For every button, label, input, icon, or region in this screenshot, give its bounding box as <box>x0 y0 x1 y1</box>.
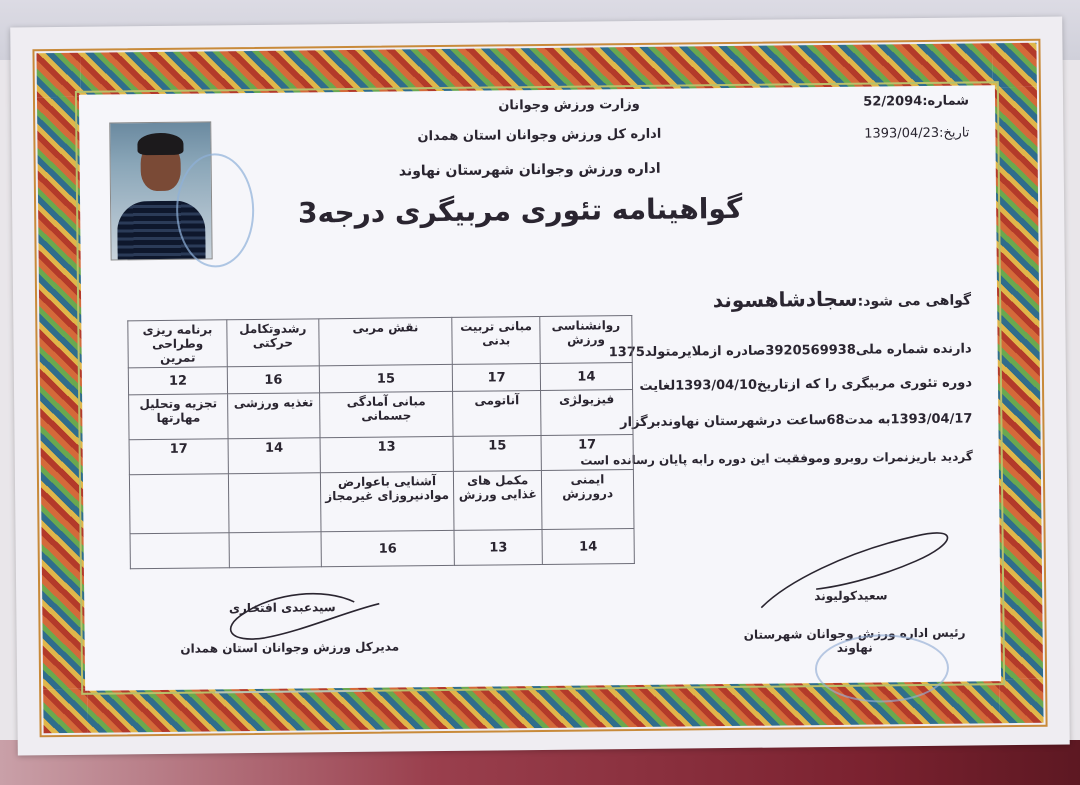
certificate-paper <box>10 17 1070 756</box>
subjects-row-3 <box>129 470 634 534</box>
subject-cell: آناتومی <box>453 390 541 436</box>
certificate-line-2: دوره تئوری مربیگری را که ازتاریخ1393/04/10لغایت <box>639 375 973 394</box>
number-label: شماره: <box>922 93 970 109</box>
score-cell: 14 <box>540 363 632 391</box>
subject-cell: مبانی آمادگی جسمانی <box>319 391 453 437</box>
right-signatory-title: رئیس اداره ورزش وجوانان شهرستان نهاوند <box>743 625 966 655</box>
score-cell <box>130 533 230 569</box>
subjects-row-1 <box>128 316 632 368</box>
subject-cell: ایمنی درورزش <box>541 470 634 530</box>
score-cell: 17 <box>541 435 633 471</box>
subject-cell: فیزیولژی <box>541 390 633 436</box>
subject-cell: تجزیه وتحلیل مهارتها <box>129 394 229 440</box>
score-cell: 14 <box>542 529 634 565</box>
subject-cell: آشنایی باعوارض موادنیروزای غیرمجاز <box>320 471 454 531</box>
left-stamp-faint <box>215 672 365 694</box>
score-cell: 17 <box>129 439 229 475</box>
certificate-body <box>79 85 1001 691</box>
number-value: 52/2094 <box>863 93 923 110</box>
right-signature <box>755 526 966 618</box>
subject-cell <box>129 474 229 534</box>
certificate-line-3: 1393/04/17به مدت68ساعت درشهرستان نهاوندبرگزار <box>620 411 973 431</box>
subject-cell: مبانی تربیت بدنی <box>452 316 540 364</box>
general-office: اداره کل ورزش وجوانان استان همدان <box>417 126 662 145</box>
certificate-line-1: دارنده شماره ملی3920569938صادره ازملایرمتولد1375 <box>608 341 972 361</box>
certificate-line-4: گردید باریزنمرات روبرو وموفقیت این دوره رابه پایان رسانده است <box>580 449 973 468</box>
date-value: 1393/04/23 <box>864 125 940 142</box>
score-cell: 13 <box>320 436 454 472</box>
left-signatory-name: سیدعبدی افتخاری <box>228 600 336 616</box>
issue-date <box>864 125 969 141</box>
date-label: تاریخ: <box>939 125 970 141</box>
score-cell: 13 <box>454 529 542 565</box>
city-office: اداره ورزش وجوانان شهرستان نهاوند <box>398 160 661 180</box>
reference-number <box>863 93 969 109</box>
scores-row-2 <box>129 435 633 475</box>
score-cell: 15 <box>453 435 541 471</box>
score-cell: 17 <box>453 363 541 391</box>
subject-cell <box>229 473 321 533</box>
right-signatory-name: سعیدکولیوند <box>814 588 888 604</box>
score-cell: 16 <box>227 366 319 394</box>
photo-stamp <box>176 153 255 268</box>
score-cell: 16 <box>321 530 455 566</box>
holder-name: سجادشاهسوند <box>712 286 858 313</box>
subject-cell: برنامه ریزی وطراحی تمرین <box>128 320 228 368</box>
score-cell: 12 <box>128 367 227 395</box>
subject-cell: روانشناسی ورزش <box>540 316 632 364</box>
subject-cell: مکمل های غذایی ورزش <box>454 470 542 530</box>
subject-cell: تغذیه ورزشی <box>228 393 320 439</box>
scores-row-3 <box>130 529 634 569</box>
subjects-row-2 <box>129 390 633 440</box>
certify-line <box>713 285 972 312</box>
grades-table <box>127 315 635 569</box>
subject-cell: نقش مربی <box>318 317 452 365</box>
photo-hair <box>137 133 183 155</box>
ministry-name: وزارت ورزش وجوانان <box>498 96 640 114</box>
left-signatory-title: مدیرکل ورزش وجوانان استان همدان <box>180 639 400 656</box>
certify-label: گواهی می شود: <box>857 292 972 310</box>
score-cell: 14 <box>228 438 320 474</box>
score-cell <box>229 532 321 568</box>
subject-cell: رشدوتکامل حرکتی <box>227 319 319 367</box>
certificate-title: گواهینامه تئوری مربیگری درجه3 <box>297 191 743 230</box>
score-cell: 15 <box>319 364 453 392</box>
